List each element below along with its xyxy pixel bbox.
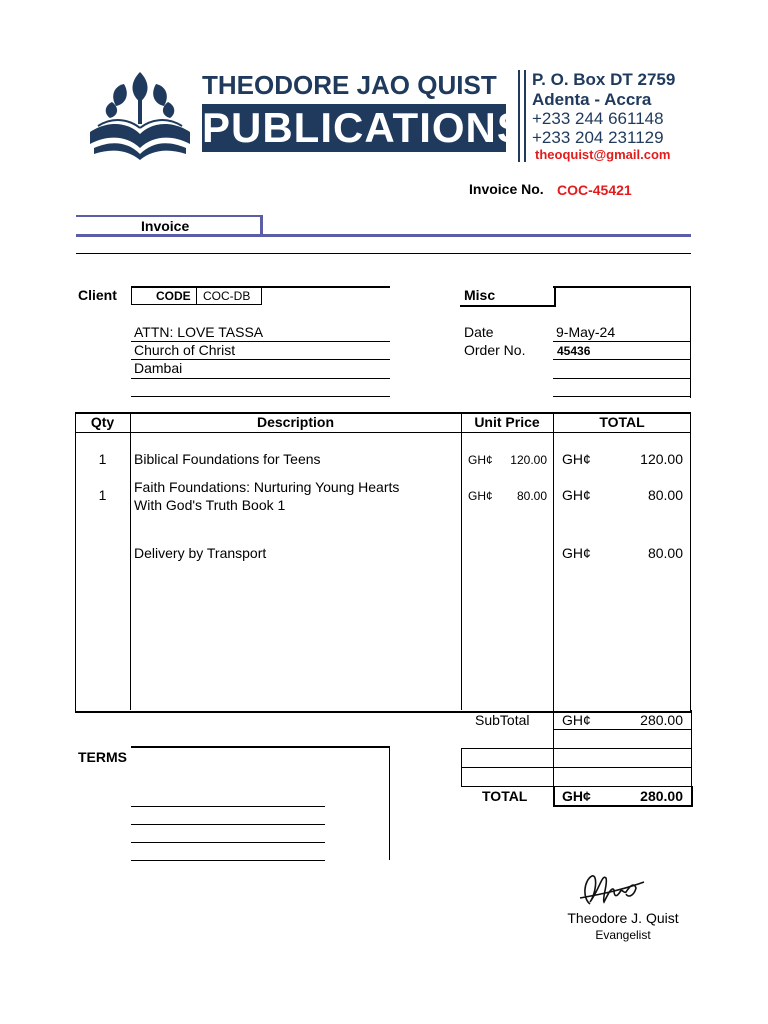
items-header-rule <box>75 432 691 433</box>
terms-top-rule <box>131 746 390 748</box>
col-divider-qty <box>130 413 131 710</box>
subtotal-currency: GH¢ <box>562 712 591 728</box>
row1-unit-value: 120.00 <box>510 453 547 467</box>
signature-icon <box>572 868 652 912</box>
terms-line-3 <box>131 842 325 843</box>
misc-label-box <box>460 287 556 307</box>
misc-label: Misc <box>464 287 496 303</box>
invoice-no-label: Invoice No. <box>469 181 544 197</box>
invoice-tab-label: Invoice <box>141 218 190 234</box>
header-total: TOTAL <box>599 414 645 430</box>
client-code-label: CODE <box>156 289 191 303</box>
brand-divider <box>518 70 520 162</box>
row1-qty: 1 <box>98 451 107 467</box>
subtotal-value: 280.00 <box>640 712 683 728</box>
client-label: Client <box>78 287 117 303</box>
invoice-rule <box>76 234 691 237</box>
totals-left-border <box>461 748 462 786</box>
misc-date-value: 9-May-24 <box>556 324 616 340</box>
total-label: TOTAL <box>482 788 528 804</box>
misc-rule-1 <box>553 341 691 342</box>
row2-unit-currency: GH¢ <box>468 489 493 503</box>
misc-rule-4 <box>553 396 691 397</box>
row3-description: Delivery by Transport <box>134 545 267 561</box>
brand-name-top: THEODORE JAO QUIST <box>202 70 497 100</box>
terms-line-4 <box>131 860 325 861</box>
row1-description: Biblical Foundations for Teens <box>134 451 321 467</box>
row2-description-line1: Faith Foundations: Nurturing Young Hearts <box>134 479 400 495</box>
misc-rule-2 <box>553 359 691 360</box>
col-divider-desc <box>461 413 462 710</box>
terms-right-border <box>389 746 390 860</box>
signature-title: Evangelist <box>595 928 651 942</box>
header <box>84 64 684 172</box>
row2-total-value: 80.00 <box>647 487 683 503</box>
client-attn: ATTN: LOVE TASSA <box>134 324 264 340</box>
client-rule-4 <box>131 396 390 397</box>
terms-line-1 <box>131 806 325 807</box>
misc-date-label: Date <box>464 324 494 340</box>
address-line-2: Adenta - Accra <box>532 90 652 109</box>
brand-name-bottom: PUBLICATIONS <box>202 104 526 151</box>
subtotal-label: SubTotal <box>475 712 530 728</box>
totals-rule-1 <box>553 729 691 730</box>
client-line-2: Church of Christ <box>134 342 236 358</box>
header-qty: Qty <box>90 414 115 430</box>
misc-box <box>553 286 691 398</box>
misc-rule-3 <box>553 378 691 379</box>
row1-unit-currency: GH¢ <box>468 453 493 467</box>
row3-total-currency: GH¢ <box>562 545 591 561</box>
email: theoquist@gmail.com <box>535 147 671 162</box>
row2-qty: 1 <box>98 487 107 503</box>
row3-total-value: 80.00 <box>647 545 683 561</box>
misc-order-value: 45436 <box>557 344 591 358</box>
total-currency: GH¢ <box>562 788 591 804</box>
client-rule-3 <box>131 378 390 379</box>
client-code-value: COC-DB <box>203 289 251 303</box>
misc-order-label: Order No. <box>464 342 526 358</box>
open-book-tree-logo-icon <box>84 68 196 168</box>
row2-unit-value: 80.00 <box>516 489 547 503</box>
totals-rule-3 <box>461 767 691 768</box>
totals-rule-2 <box>461 748 691 749</box>
address-line-1: P. O. Box DT 2759 <box>532 70 676 89</box>
phone-2: +233 204 231129 <box>532 128 664 147</box>
row2-description-line2: With God's Truth Book 1 <box>134 497 286 513</box>
terms-line-2 <box>131 824 325 825</box>
terms-label: TERMS <box>78 749 127 765</box>
col-divider-unit <box>553 413 554 710</box>
phone-1: +233 244 661148 <box>532 109 664 128</box>
row1-total-value: 120.00 <box>640 451 683 467</box>
total-value: 280.00 <box>640 788 683 804</box>
invoice-no-value: COC-45421 <box>557 182 632 198</box>
client-line-3: Dambai <box>134 360 183 376</box>
row1-total-currency: GH¢ <box>562 451 591 467</box>
row2-total-currency: GH¢ <box>562 487 591 503</box>
signature-name: Theodore J. Quist <box>567 910 679 926</box>
header-description: Description <box>256 414 334 430</box>
header-unit-price: Unit Price <box>474 414 540 430</box>
divider <box>76 253 691 254</box>
brand-divider-2 <box>524 70 526 162</box>
